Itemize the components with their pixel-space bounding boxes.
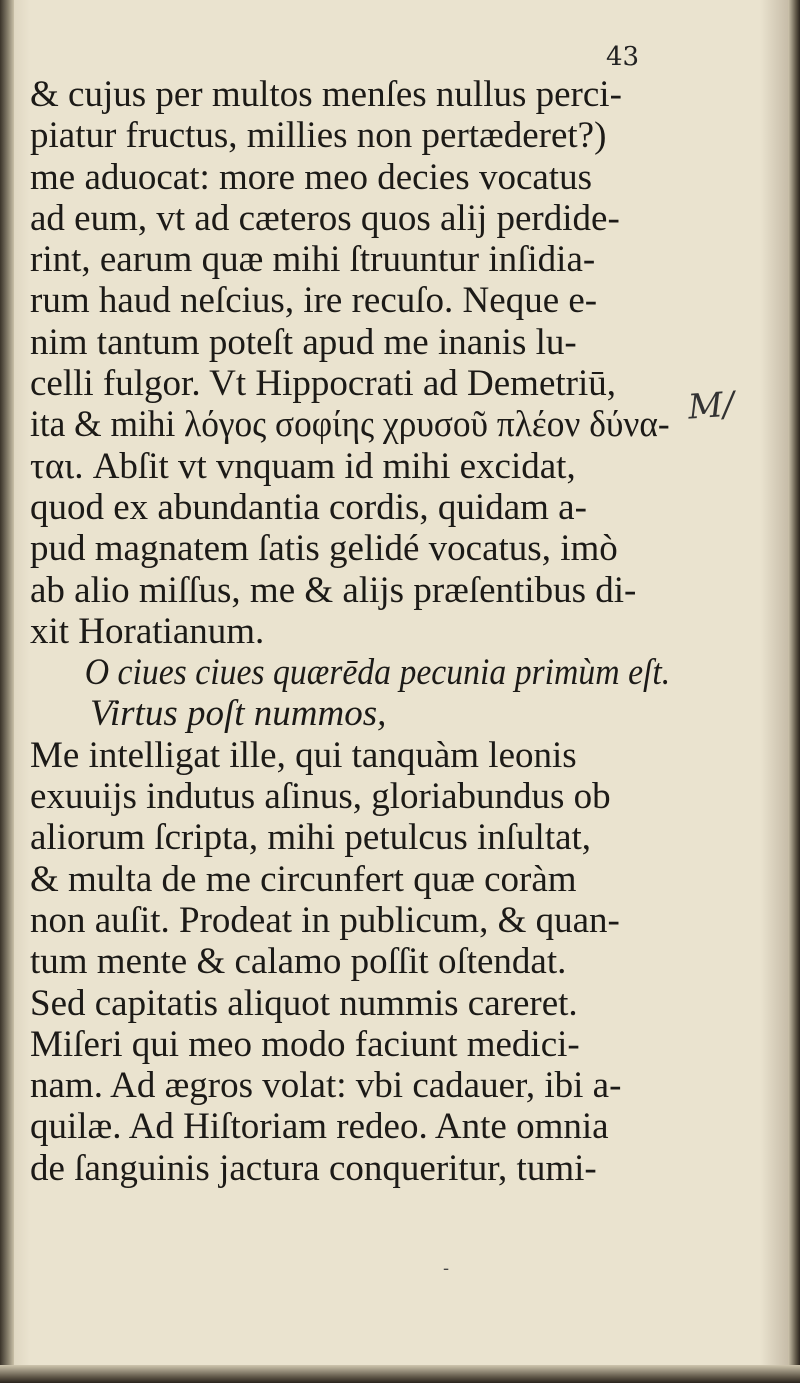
text-line: tum mente & calamo poſſit oſtendat.: [30, 941, 567, 983]
text-line: quod ex abundantia cordis, quidam a-: [30, 486, 587, 528]
text-line: piatur fructus, millies non pertæderet?): [30, 115, 607, 157]
verse-line: O ciues ciues quærēda pecunia primùm eſt.: [84, 652, 671, 694]
text-line: rint, earum quæ mihi ſtruuntur inſidia-: [30, 239, 596, 281]
text-line: Miſeri qui meo modo faciunt medici-: [30, 1023, 580, 1065]
verse-line: Virtus poſt nummos,: [90, 693, 387, 735]
text-line: me aduocat: more meo decies vocatus: [30, 156, 592, 198]
text-line: ται. Abſit vt vnquam id mihi excidat,: [30, 445, 576, 487]
text-line: xit Horatianum.: [30, 610, 265, 652]
text-line: nam. Ad ægros volat: vbi cadauer, ibi a-: [30, 1065, 622, 1107]
page-number: 43: [606, 42, 640, 72]
text-line: celli fulgor. Vt Hippocrati ad Demetriū,: [30, 363, 617, 405]
page-bottom-edge: [0, 1365, 800, 1383]
text-line: ita & mihi λόγος σοφίης χρυσοῦ πλέον δύνα-: [30, 404, 670, 446]
page-right-edge: [788, 0, 800, 1383]
text-line: non auſit. Prodeat in publicum, & quan-: [30, 899, 620, 941]
text-line: pud magnatem ſatis gelidé vocatus, imò: [30, 528, 618, 570]
text-line: ad eum, vt ad cæteros quos alij perdide-: [30, 197, 620, 239]
text-line: Me intelligat ille, qui tanquàm leonis: [30, 734, 577, 776]
footer-mark: -: [443, 1258, 450, 1279]
text-line: rum haud neſcius, ire recuſo. Neque e-: [30, 280, 598, 322]
text-line: & cujus per multos menſes nullus perci-: [30, 74, 622, 115]
text-line: de ſanguinis jactura conqueritur, tumi-: [30, 1147, 597, 1189]
body-text: [30, 74, 671, 1189]
text-line: aliorum ſcripta, mihi petulcus inſultat,: [30, 817, 592, 859]
text-line: & multa de me circunfert quæ coràm: [30, 858, 577, 900]
handwritten-margin-note: M/: [686, 384, 736, 428]
text-line: quilæ. Ad Hiſtoriam redeo. Ante omnia: [30, 1106, 609, 1148]
text-line: ab alio miſſus, me & alijs præſentibus di-: [30, 569, 637, 611]
text-line: Sed capitatis aliquot nummis careret.: [30, 982, 578, 1024]
page-gutter: [0, 0, 14, 1383]
text-line: nim tantum poteſt apud me inanis lu-: [30, 321, 577, 363]
text-line: exuuijs indutus aſinus, gloriabundus ob: [30, 776, 611, 818]
